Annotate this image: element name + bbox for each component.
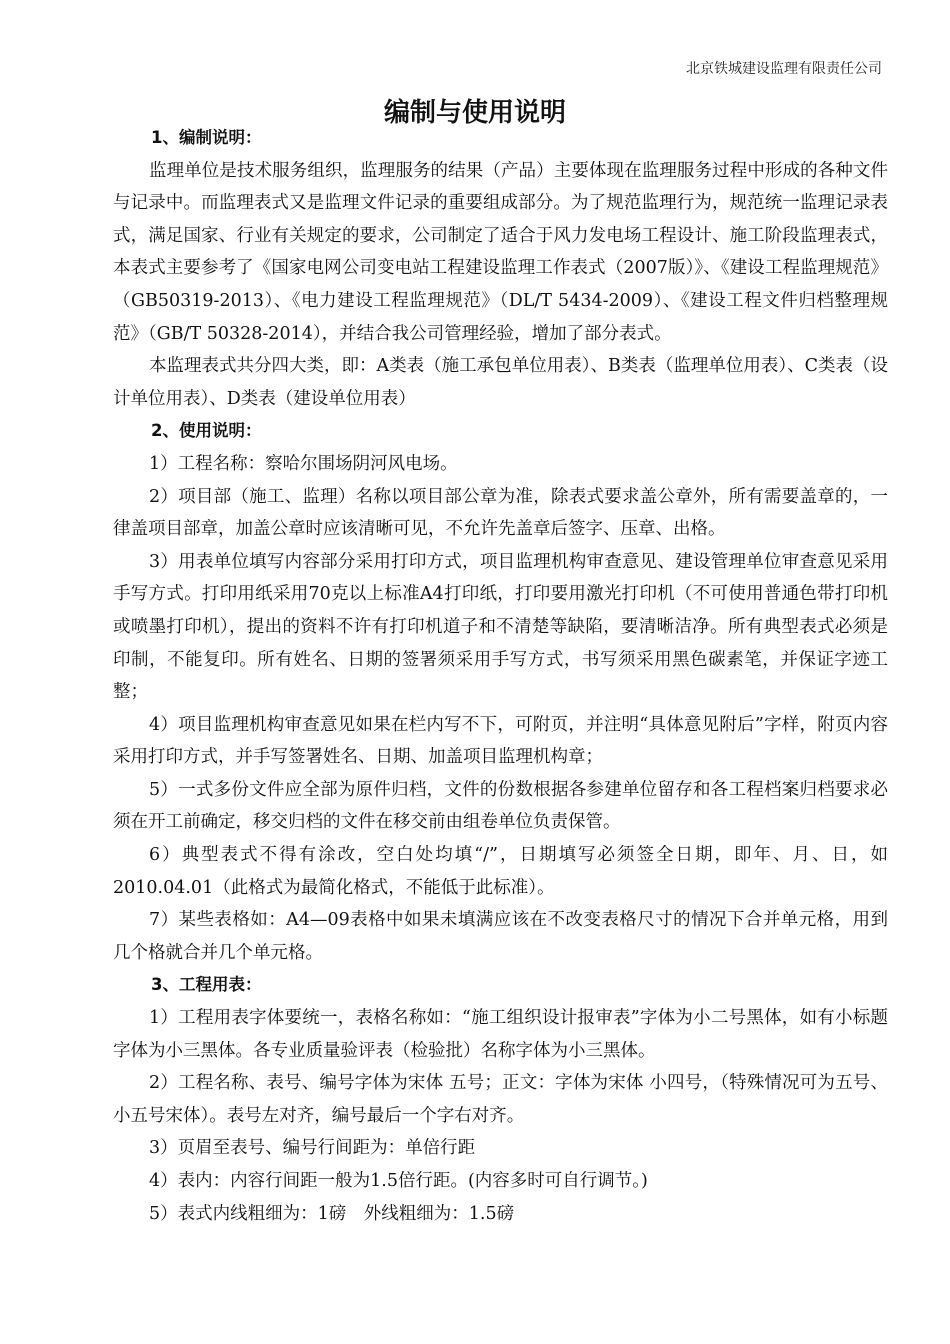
paragraph: 本监理表式共分四大类，即：A类表（施工承包单位用表）、B类表（监理单位用表）、C类表（设计单位用表）、D类表（建设单位用表） [113,356,888,409]
list-item: 5）一式多份文件应全部为原件归档，文件的份数根据各参建单位留存和各工程档案归档要求必须在开工前确定，移交归档的文件在移交前由组卷单位负责保管。 [113,779,888,833]
list-item: 3）页眉至表号、编号行间距为：单倍行距 [149,1138,476,1159]
document-title: 编制与使用说明 [383,98,566,128]
list-item: 4）表内：内容行间距一般为1.5倍行距。(内容多时可自行调节。) [149,1171,648,1191]
list-item: 5）表式内线粗细为：1磅 外线粗细为：1.5磅 [149,1203,515,1224]
list-item: 4）项目监理机构审查意见如果在栏内写不下，可附页，并注明“具体意见附后”字样，附页内容采用打印方式，并手写签署姓名、日期、加盖项目监理机构章； [113,714,888,768]
list-item: 3）用表单位填写内容部分采用打印方式，项目监理机构审查意见、建设管理单位审查意见采用手写方式。打印用纸采用70克以上标准A4打印纸，打印要用激光打印机（不可使用普通色带打印机或喷墨打印机），提出的资料不许有打印机道子和不清楚等缺陷，要清晰洁净。所有典型表式必须是印制，不能复印。所有姓名、日期的签署须采用手写方式，书写须采用黑色碳素笔，并保证字迹工整； [113,551,888,703]
list-item: 7）某些表格如：A4—09表格中如果未填满应该在不改变表格尺寸的情况下合并单元格，用到几个格就合并几个单元格。 [113,910,888,963]
section-heading-compile: 1、编制说明： [151,128,262,147]
company-header: 北京铁城建设监理有限责任公司 [686,61,882,77]
list-item: 1）工程名称：察哈尔围场阴河风电场。 [149,453,458,474]
section-heading-forms: 3、工程用表： [151,975,262,995]
list-item: 6）典型表式不得有涂改，空白处均填“/”，日期填写必须签全日期，即年、月、日，如2010.04.01（此格式为最简化格式，不能低于此标准）。 [113,845,888,898]
document-body [113,122,888,1230]
list-item: 2）工程名称、表号、编号字体为宋体 五号；正文：字体为宋体 小四号，（特殊情况可为五号、小五号宋体）。表号左对齐，编号最后一个字右对齐。 [113,1073,888,1126]
paragraph: 监理单位是技术服务组织，监理服务的结果（产品）主要体现在监理服务过程中形成的各种文件与记录中。而监理表式又是监理文件记录的重要组成部分。为了规范监理行为，规范统一监理记录表式，满足国家、行业有关规定的要求，公司制定了适合于风力发电场工程设计、施工阶段监理表式，本表式主要参考了《国家电网公司变电站工程建设监理工作表式（2007版）》、《建设工程监理规范》（GB50319-2013）、《电力建设工程监理规范》（DL/T 5434-2009）、《建设工程文件归档整理规范》（GB/T 50328-2014），并结合我公司管理经验，增加了部分表式。 [113,160,888,344]
list-item: 2）项目部（施工、监理）名称以项目部公章为准，除表式要求盖公章外，所有需要盖章的，一律盖项目部章，加盖公章时应该清晰可见，不允许先盖章后签字、压章、出格。 [113,486,888,540]
list-item: 1）工程用表字体要统一，表格名称如：“施工组织设计报审表”字体为小二号黑体，如有小标题字体为小三黑体。各专业质量验评表（检验批）名称字体为小三黑体。 [113,1008,888,1061]
section-heading-usage: 2、使用说明： [151,421,262,441]
